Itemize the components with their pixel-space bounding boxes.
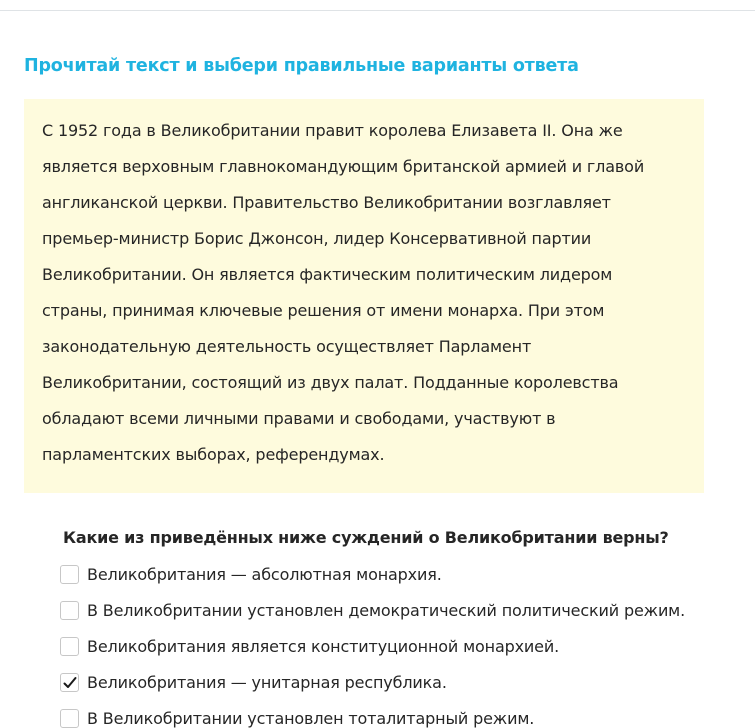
passage-line: страны, принимая ключевые решения от имени монарха. При этом xyxy=(42,301,605,320)
passage-line: Великобритании. Он является фактическим политическим лидером xyxy=(42,265,613,284)
passage-line: премьер-министр Борис Джонсон, лидер Консервативной партии xyxy=(42,229,592,248)
passage-line: законодательную деятельность осуществляет Парламент xyxy=(42,337,532,356)
answer-option-label: Великобритания является конституционной монархией. xyxy=(87,636,560,656)
task-title: Прочитай текст и выбери правильные варианты ответа xyxy=(24,56,579,76)
answer-option[interactable] xyxy=(60,664,750,700)
answer-option-label: В Великобритании установлен демократический политический режим. xyxy=(87,600,686,620)
checkmark-icon xyxy=(62,675,78,691)
answer-option-label: Великобритания — унитарная республика. xyxy=(87,672,447,692)
passage-line: парламентских выборах, референдумах. xyxy=(42,445,385,464)
answer-checkbox[interactable] xyxy=(60,637,79,656)
passage-line: С 1952 года в Великобритании правит королева Елизавета II. Она же xyxy=(42,121,623,140)
passage-line: обладают всеми личными правами и свободами, участвуют в xyxy=(42,409,556,428)
question-text: Какие из приведённых ниже суждений о Великобритании верны? xyxy=(63,528,669,547)
answer-option[interactable] xyxy=(60,628,750,664)
top-divider xyxy=(0,10,755,11)
answer-option-label: В Великобритании установлен тоталитарный режим. xyxy=(87,708,535,728)
answer-option[interactable] xyxy=(60,592,750,628)
answer-checkbox[interactable] xyxy=(60,709,79,728)
answer-checkbox[interactable] xyxy=(60,673,79,692)
answer-option-label: Великобритания — абсолютная монархия. xyxy=(87,564,442,584)
passage-line: англиканской церкви. Правительство Великобритании возглавляет xyxy=(42,193,611,212)
answer-option[interactable] xyxy=(60,700,750,728)
passage-line: Великобритании, состоящий из двух палат. Подданные королевства xyxy=(42,373,619,392)
answer-checkbox[interactable] xyxy=(60,601,79,620)
reading-passage xyxy=(24,99,704,493)
answer-option[interactable] xyxy=(60,556,750,592)
answer-options xyxy=(60,556,750,728)
passage-line: является верховным главнокомандующим британской армией и главой xyxy=(42,157,645,176)
answer-checkbox[interactable] xyxy=(60,565,79,584)
